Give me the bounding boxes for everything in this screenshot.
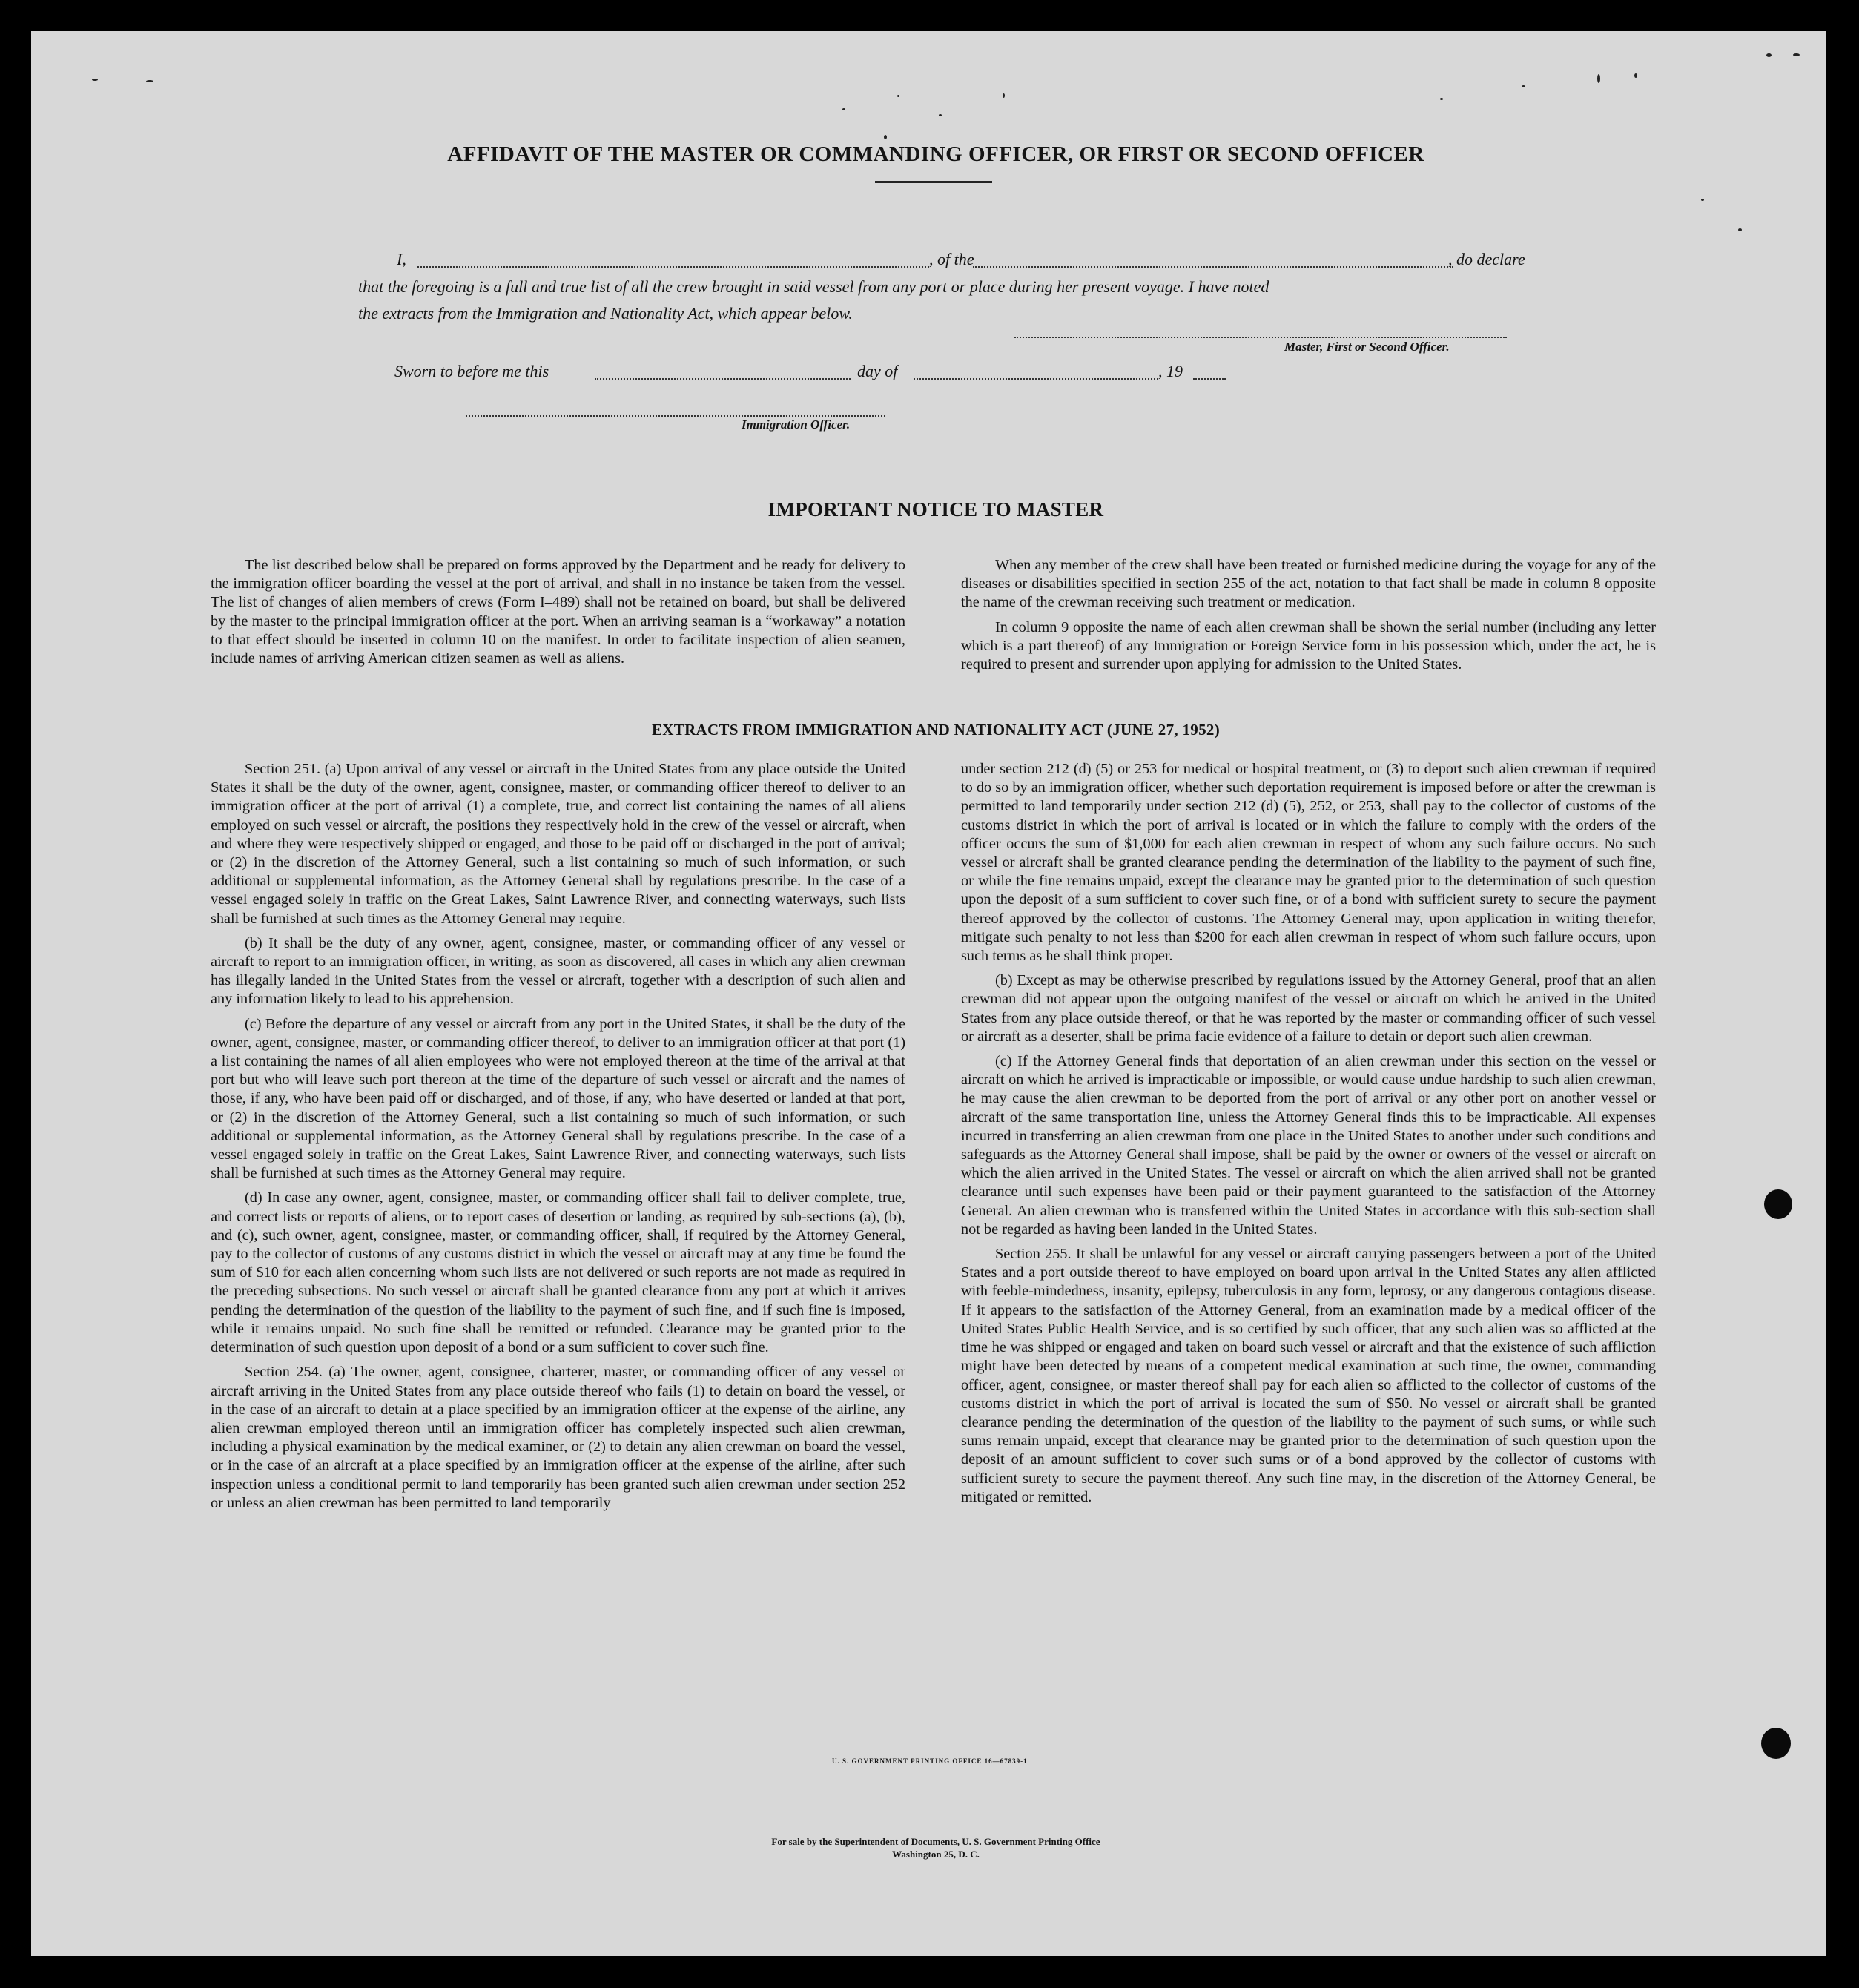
year-label: , 19 [1158,362,1183,380]
extract-paragraph: (b) It shall be the duty of any owner, agent, consignee, master, or commanding officer of any vessel or aircraft to report to an immigration officer, in writing, as soon as discovered, all cases in which any alien crewman has illegally landed in the United States from the vessel or aircraft, together with a description of such alien and any information likely to lead to his apprehension. [211,934,905,1008]
sworn-month-field[interactable] [914,378,1158,380]
extract-paragraph: (c) Before the departure of any vessel or aircraft from any port in the United States, it shall be the duty of the owner, agent, consignee, master, or commanding officer thereof, to deliver to an immigration officer at that port (1) a list containing the names of all alien employees who were not employed thereon at the time of the arrival at that port but who will leave such port thereon at the time of the departure of such vessel or aircraft and the names of those, if any, who have been paid off or discharged, and of those, if any, who have deserted or landed at that port, or (2) in the discretion of the Attorney General, such a list containing so much of such information, or such additional or supplemental information, as the Attorney General shall by regulations prescribe. In the case of a vessel engaged solely in traffic on the Great Lakes, Saint Lawrence River, and connecting waterways, such lists shall be furnished at such times as the Attorney General may require. [211,1015,905,1182]
vessel-field[interactable] [973,266,1453,268]
notice-paragraph: In column 9 opposite the name of each alien crewman shall be shown the serial number (including any letter which is a part thereof) of any Immigration or Foreign Service form in his possession which, under the act, he is required to present and surrender upon applying for admission to the United States. [961,618,1656,673]
declaration-do-declare: , do declare [1448,250,1525,268]
punch-hole-upper [1764,1189,1792,1219]
name-field[interactable] [417,266,929,268]
master-signature-label: Master, First or Second Officer. [1284,340,1450,354]
immigration-signature-line[interactable] [466,415,885,417]
notice-right-column [961,556,1656,680]
declaration-line-2: that the foregoing is a full and true list of all the crew brought in said vessel from any port or place during her present voyage. I have noted [358,277,1269,296]
immigration-signature-label: Immigration Officer. [742,417,851,432]
sale-notice-line-2: Washington 25, D. C. [892,1849,980,1860]
notice-paragraph: When any member of the crew shall have been treated or furnished medicine during the voyage for any of the diseases or disabilities specified in section 255 of the act, notation to that fact shall be made in column 8 opposite the name of the crewman receiving such treatment or medication. [961,557,1656,611]
speck [1634,73,1637,78]
speck [1738,228,1742,231]
speck [1793,53,1800,56]
speck [1003,93,1005,98]
speck [92,79,98,81]
affidavit-title: AFFIDAVIT OF THE MASTER OR COMMANDING OFFICER, OR FIRST OR SECOND OFFICER [447,142,1424,166]
extract-paragraph: (d) In case any owner, agent, consignee, master, or commanding officer shall fail to deliver complete, true, and correct lists or reports of aliens, or to report cases of desertion or landing, as required by sub-sections (a), (b), and (c), such owner, agent, consignee, master, or commanding officer, shall, if required by the Attorney General, pay to the collector of customs of any customs district in which the vessel or aircraft may at any time be found the sum of $10 for each alien concerning whom such lists are not delivered or such reports are not made as required in the preceding subsections. No such vessel or aircraft shall be granted clearance from any port at which it arrives pending the determination of the question of the liability to the payment of such fine, and if such fine is imposed, while it remains unpaid. No such fine shall be remitted or refunded. Clearance may be granted prior to the determination of such question upon deposit of a bond or a sum sufficient to cover such fine. [211,1189,905,1356]
speck [146,80,153,82]
extract-paragraph: Section 254. (a) The owner, agent, consignee, charterer, master, or commanding officer of any vessel or aircraft arriving in the United States from any place outside thereof who fails (1) to detain on board the vessel, or in the case of an aircraft to detain at a place specified by an immigration officer at the expense of the airline, any alien crewman employed thereon until an immigration officer has completely inspected such alien crewman, including a physical examination by the medical examiner, or (2) to detain any alien crewman on board the vessel, or in the case of an aircraft at a place specified by an immigration officer at the expense of the airline, after such inspection unless a conditional permit to land temporarily has been granted such alien crewman under section 252 or unless an alien crewman has been permitted to land temporarily [211,1364,905,1511]
speck [1522,85,1525,87]
extracts-title: EXTRACTS FROM IMMIGRATION AND NATIONALITY ACT (JUNE 27, 1952) [652,721,1220,739]
notice-left-column [211,556,905,674]
notice-paragraph: The list described below shall be prepared on forms approved by the Department and be ready for delivery to the immigration officer boarding the vessel at the port of arrival, and shall in no instance be taken from the vessel. The list of changes of alien members of crews (Form I–489) shall not be retained on board, but shall be delivered by the master to the principal immigration officer at the port. When an arriving seaman is a “workaway” a notation to that effect should be inserted in column 10 on the manifest. In order to facilitate inspection of alien seamen, include names of arriving American citizen seamen as well as aliens. [211,557,905,667]
gpo-imprint: U. S. GOVERNMENT PRINTING OFFICE 16—67839-1 [832,1757,1028,1765]
speck [897,95,899,97]
sworn-year-field[interactable] [1193,378,1226,380]
extract-paragraph: Section 255. It shall be unlawful for any vessel or aircraft carrying passengers between a port of the United States and a port outside thereof to have employed on board upon arrival in the United States any alien afflicted with feeble-mindedness, insanity, epilepsy, tuberculosis in any form, leprosy, or any dangerous contagious disease. If it appears to the satisfaction of the Attorney General, from an examination made by a medical officer of the United States Public Health Service, and is so certified by such officer, that any such alien was so afflicted at the time he was shipped or engaged and taken on board such vessel or aircraft and that the existence of such affliction might have been detected by means of a competent medical examination at such time, the owner, commanding officer, agent, consignee, or master thereof shall pay for each alien so afflicted to the collector of customs of the customs district in which the port of arrival is located the sum of $50. No vessel or aircraft shall be granted clearance pending the determination of the question of the liability to the payment of such sums, or while such sums remain unpaid, except that clearance may be granted prior to the determination of such question upon the deposit of an amount sufficient to cover such sums or of a bond approved by the collector of customs with sufficient surety to secure the payment thereof. Any such fine may, in the discretion of the Attorney General, be mitigated or remitted. [961,1246,1656,1505]
speck [1597,74,1600,83]
day-of-label: day of [857,362,898,380]
master-signature-line[interactable] [1014,337,1507,338]
declaration-i: I, [397,250,406,268]
speck [884,135,887,139]
title-rule [875,181,992,183]
declaration-line-3: the extracts from the Immigration and Nationality Act, which appear below. [358,304,853,323]
notice-title: IMPORTANT NOTICE TO MASTER [767,498,1104,521]
document-page [31,31,1826,1956]
extracts-right-column [961,760,1656,1513]
speck [1766,53,1772,57]
declaration-of-the: , of the [929,250,974,268]
speck [1701,199,1704,201]
punch-hole-lower [1761,1728,1791,1759]
speck [939,114,942,116]
speck [842,108,845,110]
extract-paragraph: under section 212 (d) (5) or 253 for medical or hospital treatment, or (3) to deport such alien crewman if required to do so by an immigration officer, whether such deportation requirement is imposed before or after the crewman is permitted to land temporarily under section 212 (d) (5), 252, or 253, shall pay to the collector of customs of the customs district in which the port of arrival is located or in which the failure to comply with the orders of the officer occurs the sum of $1,000 for each alien crewman in respect of whom any such failure occurs. No such vessel or aircraft shall be granted clearance pending the determination of the liability to the payment of such fine, or while the fine remains unpaid, except the clearance may be granted prior to the determination of such question upon the deposit of a sum sufficient to cover such fine, or of a bond with sufficient surety to secure the payment thereof approved by the collector of customs. The Attorney General may, upon application in writing therefor, mitigate such penalty to not less than $200 for each alien crewman in respect of whom such failure occurs, upon such terms as he shall think proper. [961,761,1656,965]
extract-paragraph: (b) Except as may be otherwise prescribed by regulations issued by the Attorney General, proof that an alien crewman did not appear upon the outgoing manifest of the vessel or aircraft on which he arrived in the United States from any place outside thereof, or that he was reported by the master or commanding officer of such vessel or aircraft as a deserter, shall be prima facie evidence of a failure to detain or deport such alien crewman. [961,972,1656,1045]
extract-paragraph: (c) If the Attorney General finds that deportation of an alien crewman under this section on the vessel or aircraft on which he arrived is impracticable or impossible, or would cause undue hardship to such alien crewman, he may cause the alien crewman to be deported from the port of arrival or any other port on another vessel or aircraft of the same transportation line, unless the Attorney General finds this to be impracticable. All expenses incurred in transferring an alien crewman from one place in the United States to another under such conditions and safeguards as the Attorney General shall impose, shall be paid by the owner or owners of the vessel or aircraft on which the alien arrived in the United States. The vessel or aircraft on which the alien arrived shall not be granted clearance until such expenses have been paid or their payment guaranteed to the satisfaction of the Attorney General. An alien crewman who is transferred within the United States in accordance with this sub-section shall not be regarded as having been landed in the United States. [961,1053,1656,1238]
extract-paragraph: Section 251. (a) Upon arrival of any vessel or aircraft in the United States from any place outside the United States it shall be the duty of the owner, agent, consignee, master, or commanding officer thereof to deliver to an immigration officer at the port of arrival (1) a complete, true, and correct list containing the names of all aliens employed on such vessel or aircraft, the positions they respectively hold in the crew of the vessel or aircraft, when and where they were respectively shipped or engaged, and those to be paid off or discharged in the port of arrival; or (2) in the discretion of the Attorney General, such a list containing so much of such information, or such additional or supplemental information, as the Attorney General shall by regulations prescribe. In the case of a vessel engaged solely in traffic on the Great Lakes, Saint Lawrence River, and connecting waterways, such lists shall be furnished at such times as the Attorney General may require. [211,761,905,927]
sale-notice-line-1: For sale by the Superintendent of Documents, U. S. Government Printing Office [771,1836,1100,1847]
extracts-left-column [211,760,905,1519]
sworn-label: Sworn to before me this [394,362,549,380]
sworn-day-field[interactable] [595,378,851,380]
sale-notice [31,1835,1826,1860]
speck [1440,98,1443,100]
